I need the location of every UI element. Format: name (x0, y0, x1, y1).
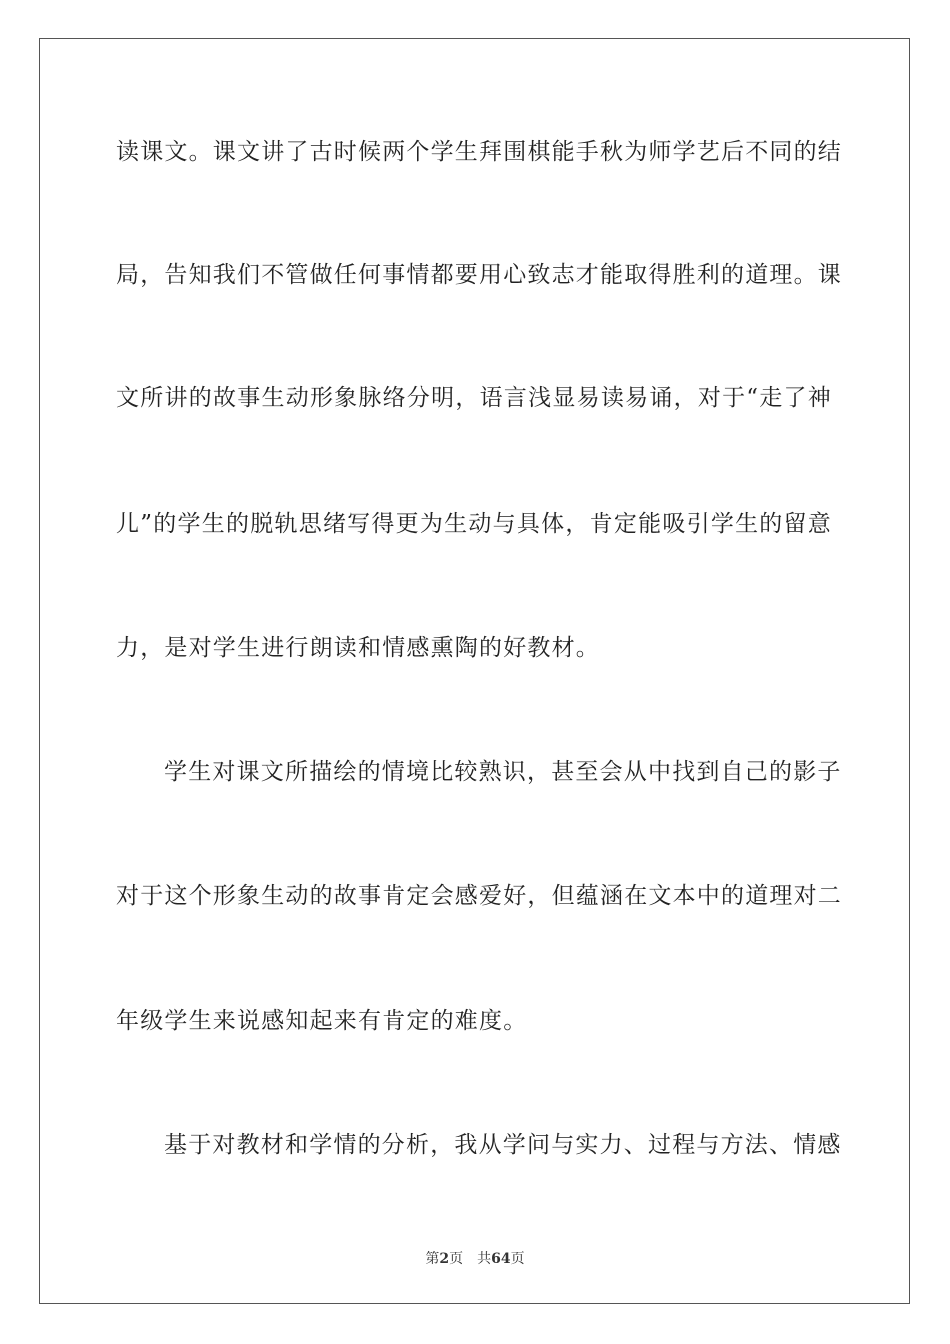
body-text-line: 对于这个形象生动的故事肯定会感爱好，但蕴涵在文本中的道理对二 (116, 883, 842, 909)
page-number: 2 (439, 1251, 450, 1267)
paragraph-first-line: 基于对教材和学情的分析，我从学问与实力、过程与方法、情感 (164, 1132, 842, 1158)
paragraph-first-line: 学生对课文所描绘的情境比较熟识，甚至会从中找到自己的影子 (164, 759, 842, 785)
page-border (39, 38, 910, 1304)
page-prefix: 第 (425, 1251, 440, 1267)
page-suffix: 页 (449, 1251, 464, 1267)
body-text-line: 儿”的学生的脱轨思绪写得更为生动与具体，肯定能吸引学生的留意 (116, 511, 832, 537)
body-text-line: 读课文。课文讲了古时候两个学生拜围棋能手秋为师学艺后不同的结 (116, 139, 842, 165)
page-footer (0, 1248, 950, 1268)
total-suffix: 页 (510, 1251, 525, 1267)
total-pages: 64 (491, 1251, 511, 1267)
total-prefix: 共 (477, 1251, 492, 1267)
body-text-line: 力，是对学生进行朗读和情感熏陶的好教材。 (116, 635, 600, 661)
body-text-line: 文所讲的故事生动形象脉络分明，语言浅显易读易诵，对于“走了神 (116, 385, 832, 411)
body-text-line: 年级学生来说感知起来有肯定的难度。 (116, 1008, 528, 1034)
body-text-line: 局，告知我们不管做任何事情都要用心致志才能取得胜利的道理。课 (116, 262, 842, 288)
